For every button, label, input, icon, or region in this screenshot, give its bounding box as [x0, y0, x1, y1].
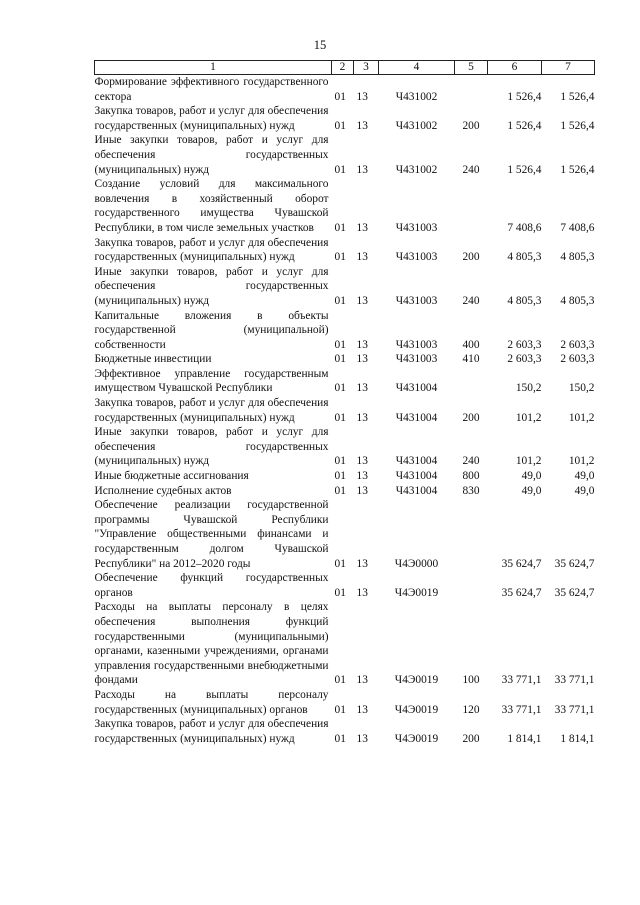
row-expense-type: 800	[462, 470, 480, 483]
row-target-article: Ч431004	[395, 455, 438, 468]
row-amount-1: 4 805,3	[507, 251, 542, 264]
row-subsection-code: 13	[356, 470, 368, 483]
header-cell-1: 1	[95, 61, 332, 75]
row-name: Закупка товаров, работ и услуг для обеспечения государственных (муниципальных) нужд	[94, 236, 329, 264]
table-row	[95, 236, 595, 265]
row-expense-type	[455, 498, 488, 571]
row-expense-type: 200	[462, 411, 480, 424]
page-number: 15	[313, 38, 327, 52]
row-amount-1: 7 408,6	[507, 221, 542, 234]
row-amount-1: 4 805,3	[507, 294, 542, 307]
table-row	[95, 425, 595, 469]
row-target-article: Ч4Э0019	[394, 732, 439, 745]
table-row	[95, 600, 595, 688]
header-cell-4: 4	[379, 61, 455, 75]
row-amount-1: 101,2	[515, 411, 542, 424]
table-row	[95, 498, 595, 571]
table-row	[95, 367, 595, 396]
row-amount-2: 7 408,6	[560, 221, 595, 234]
table-row	[95, 717, 595, 746]
row-name: Закупка товаров, работ и услуг для обеспечения государственных (муниципальных) нужд	[94, 397, 329, 424]
row-amount-2: 2 603,3	[560, 338, 595, 351]
row-name: Иные закупки товаров, работ и услуг для обеспечения государственных (муниципальных) нужд	[94, 426, 329, 468]
header-cell-3: 3	[354, 61, 379, 75]
table-row	[95, 265, 595, 309]
budget-table	[94, 60, 595, 746]
row-name: Эффективное управление государственным имуществом Чувашской Республики	[94, 367, 329, 395]
row-subsection-code: 13	[356, 703, 368, 716]
row-amount-2: 101,2	[568, 455, 595, 468]
header-cell-5: 5	[455, 61, 488, 75]
row-amount-1: 33 771,1	[501, 674, 542, 687]
row-target-article: Ч431004	[395, 484, 438, 497]
row-name: Обеспечение функций государственных органов	[94, 572, 329, 599]
row-amount-2: 1 814,1	[560, 732, 595, 745]
row-expense-type: 200	[462, 732, 480, 745]
row-subsection-code: 13	[356, 119, 368, 132]
row-section-code: 01	[334, 353, 346, 366]
row-amount-2: 4 805,3	[560, 251, 595, 264]
row-subsection-code: 13	[356, 557, 368, 570]
row-name: Расходы на выплаты персоналу в целях обеспечения выполнения функций государственными (муниципальными) органами, казенными учреждениями, органами управления государственными внебюджетными фондами	[94, 601, 329, 687]
row-name: Бюджетные инвестиции	[94, 353, 212, 366]
row-expense-type: 240	[462, 455, 480, 468]
row-name: Закупка товаров, работ и услуг для обеспечения государственных (муниципальных) нужд	[94, 105, 329, 132]
row-section-code: 01	[334, 163, 346, 176]
row-subsection-code: 13	[356, 353, 368, 366]
row-subsection-code: 13	[356, 294, 368, 307]
table-header	[95, 61, 595, 75]
row-target-article: Ч431002	[395, 119, 438, 132]
row-expense-type: 410	[462, 353, 480, 366]
row-section-code: 01	[334, 455, 346, 468]
row-amount-2: 150,2	[568, 382, 595, 395]
row-amount-1: 49,0	[521, 484, 542, 497]
row-amount-1: 1 526,4	[507, 163, 542, 176]
row-amount-2: 49,0	[574, 470, 595, 483]
row-target-article: Ч431003	[395, 338, 438, 351]
row-subsection-code: 13	[356, 674, 368, 687]
row-amount-2: 33 771,1	[554, 674, 595, 687]
row-subsection-code: 13	[356, 338, 368, 351]
header-cell-6: 6	[488, 61, 542, 75]
row-amount-2: 49,0	[574, 484, 595, 497]
row-section-code: 01	[334, 294, 346, 307]
table-row	[95, 484, 595, 499]
table-row	[95, 396, 595, 425]
row-amount-2: 1 526,4	[560, 163, 595, 176]
row-section-code: 01	[334, 251, 346, 264]
row-name: Иные бюджетные ассигнования	[94, 470, 249, 483]
table-row	[95, 133, 595, 177]
row-expense-type	[455, 177, 488, 235]
row-section-code: 01	[334, 484, 346, 497]
table-row	[95, 688, 595, 717]
row-name: Создание условий для максимального вовлечения в хозяйственный оборот государственного имущества Чувашской Республики, в том числе земельных участков	[94, 178, 329, 234]
table-body	[95, 75, 595, 747]
row-target-article: Ч4Э0019	[394, 586, 439, 599]
row-target-article: Ч431004	[395, 411, 438, 424]
row-target-article: Ч4Э0000	[394, 557, 439, 570]
row-target-article: Ч431004	[395, 382, 438, 395]
row-expense-type: 200	[462, 119, 480, 132]
row-section-code: 01	[334, 557, 346, 570]
table-row	[95, 75, 595, 105]
row-expense-type: 240	[462, 294, 480, 307]
header-cell-2: 2	[332, 61, 354, 75]
row-target-article: Ч431003	[395, 221, 438, 234]
row-amount-1: 33 771,1	[501, 703, 542, 716]
row-amount-2: 101,2	[568, 411, 595, 424]
row-section-code: 01	[334, 411, 346, 424]
row-amount-1: 49,0	[521, 470, 542, 483]
row-amount-2: 1 526,4	[560, 90, 595, 103]
row-amount-2: 4 805,3	[560, 294, 595, 307]
table-row	[95, 309, 595, 353]
row-name: Закупка товаров, работ и услуг для обеспечения государственных (муниципальных) нужд	[94, 718, 329, 745]
table-row	[95, 104, 595, 133]
row-subsection-code: 13	[356, 411, 368, 424]
row-subsection-code: 13	[356, 732, 368, 745]
row-amount-1: 1 526,4	[507, 90, 542, 103]
row-subsection-code: 13	[356, 455, 368, 468]
row-amount-1: 35 624,7	[501, 557, 542, 570]
row-amount-1: 2 603,3	[507, 353, 542, 366]
header-cell-7: 7	[542, 61, 595, 75]
row-name: Иные закупки товаров, работ и услуг для обеспечения государственных (муниципальных) нужд	[94, 265, 329, 307]
row-expense-type: 830	[462, 484, 480, 497]
row-amount-1: 35 624,7	[501, 586, 542, 599]
row-section-code: 01	[334, 338, 346, 351]
row-target-article: Ч431002	[395, 90, 438, 103]
header-row	[95, 61, 595, 75]
row-amount-2: 2 603,3	[560, 353, 595, 366]
row-name: Капитальные вложения в объекты государственной (муниципальной) собственности	[94, 309, 329, 351]
row-expense-type: 200	[462, 251, 480, 264]
row-amount-2: 35 624,7	[554, 586, 595, 599]
table-row	[95, 571, 595, 600]
row-expense-type	[455, 75, 488, 105]
row-amount-2: 1 526,4	[560, 119, 595, 132]
row-name: Исполнение судебных актов	[94, 484, 232, 497]
row-section-code: 01	[334, 470, 346, 483]
row-target-article: Ч431003	[395, 353, 438, 366]
table-row	[95, 177, 595, 235]
row-expense-type: 120	[462, 703, 480, 716]
row-subsection-code: 13	[356, 90, 368, 103]
row-amount-1: 101,2	[515, 455, 542, 468]
row-amount-1: 1 526,4	[507, 119, 542, 132]
row-name: Обеспечение реализации государственной программы Чувашской Республики "Управление общественными финансами и государственным долгом Чувашской Республики" на 2012–2020 годы	[94, 499, 329, 570]
row-section-code: 01	[334, 382, 346, 395]
row-amount-1: 1 814,1	[507, 732, 542, 745]
row-subsection-code: 13	[356, 221, 368, 234]
row-amount-2: 33 771,1	[554, 703, 595, 716]
row-name: Формирование эффективного государственного сектора	[94, 76, 329, 103]
row-subsection-code: 13	[356, 484, 368, 497]
row-name: Расходы на выплаты персоналу государственных (муниципальных) органов	[94, 688, 329, 716]
row-name: Иные закупки товаров, работ и услуг для обеспечения государственных (муниципальных) нужд	[94, 134, 329, 176]
row-amount-2: 35 624,7	[554, 557, 595, 570]
row-expense-type: 240	[462, 163, 480, 176]
table-row	[95, 352, 595, 367]
row-subsection-code: 13	[356, 163, 368, 176]
row-section-code: 01	[334, 119, 346, 132]
row-target-article: Ч431002	[395, 163, 438, 176]
row-expense-type	[455, 367, 488, 396]
row-expense-type: 100	[462, 674, 480, 687]
row-target-article: Ч431004	[395, 470, 438, 483]
row-amount-1: 2 603,3	[507, 338, 542, 351]
row-target-article: Ч4Э0019	[394, 703, 439, 716]
table-row	[95, 469, 595, 484]
row-target-article: Ч431003	[395, 294, 438, 307]
row-section-code: 01	[334, 90, 346, 103]
row-subsection-code: 13	[356, 251, 368, 264]
row-section-code: 01	[334, 221, 346, 234]
row-target-article: Ч4Э0019	[394, 674, 439, 687]
row-target-article: Ч431003	[395, 251, 438, 264]
row-subsection-code: 13	[356, 382, 368, 395]
row-section-code: 01	[334, 732, 346, 745]
row-expense-type	[455, 571, 488, 600]
row-expense-type: 400	[462, 338, 480, 351]
row-section-code: 01	[334, 674, 346, 687]
row-section-code: 01	[334, 703, 346, 716]
row-subsection-code: 13	[356, 586, 368, 599]
row-amount-1: 150,2	[515, 382, 542, 395]
row-section-code: 01	[334, 586, 346, 599]
